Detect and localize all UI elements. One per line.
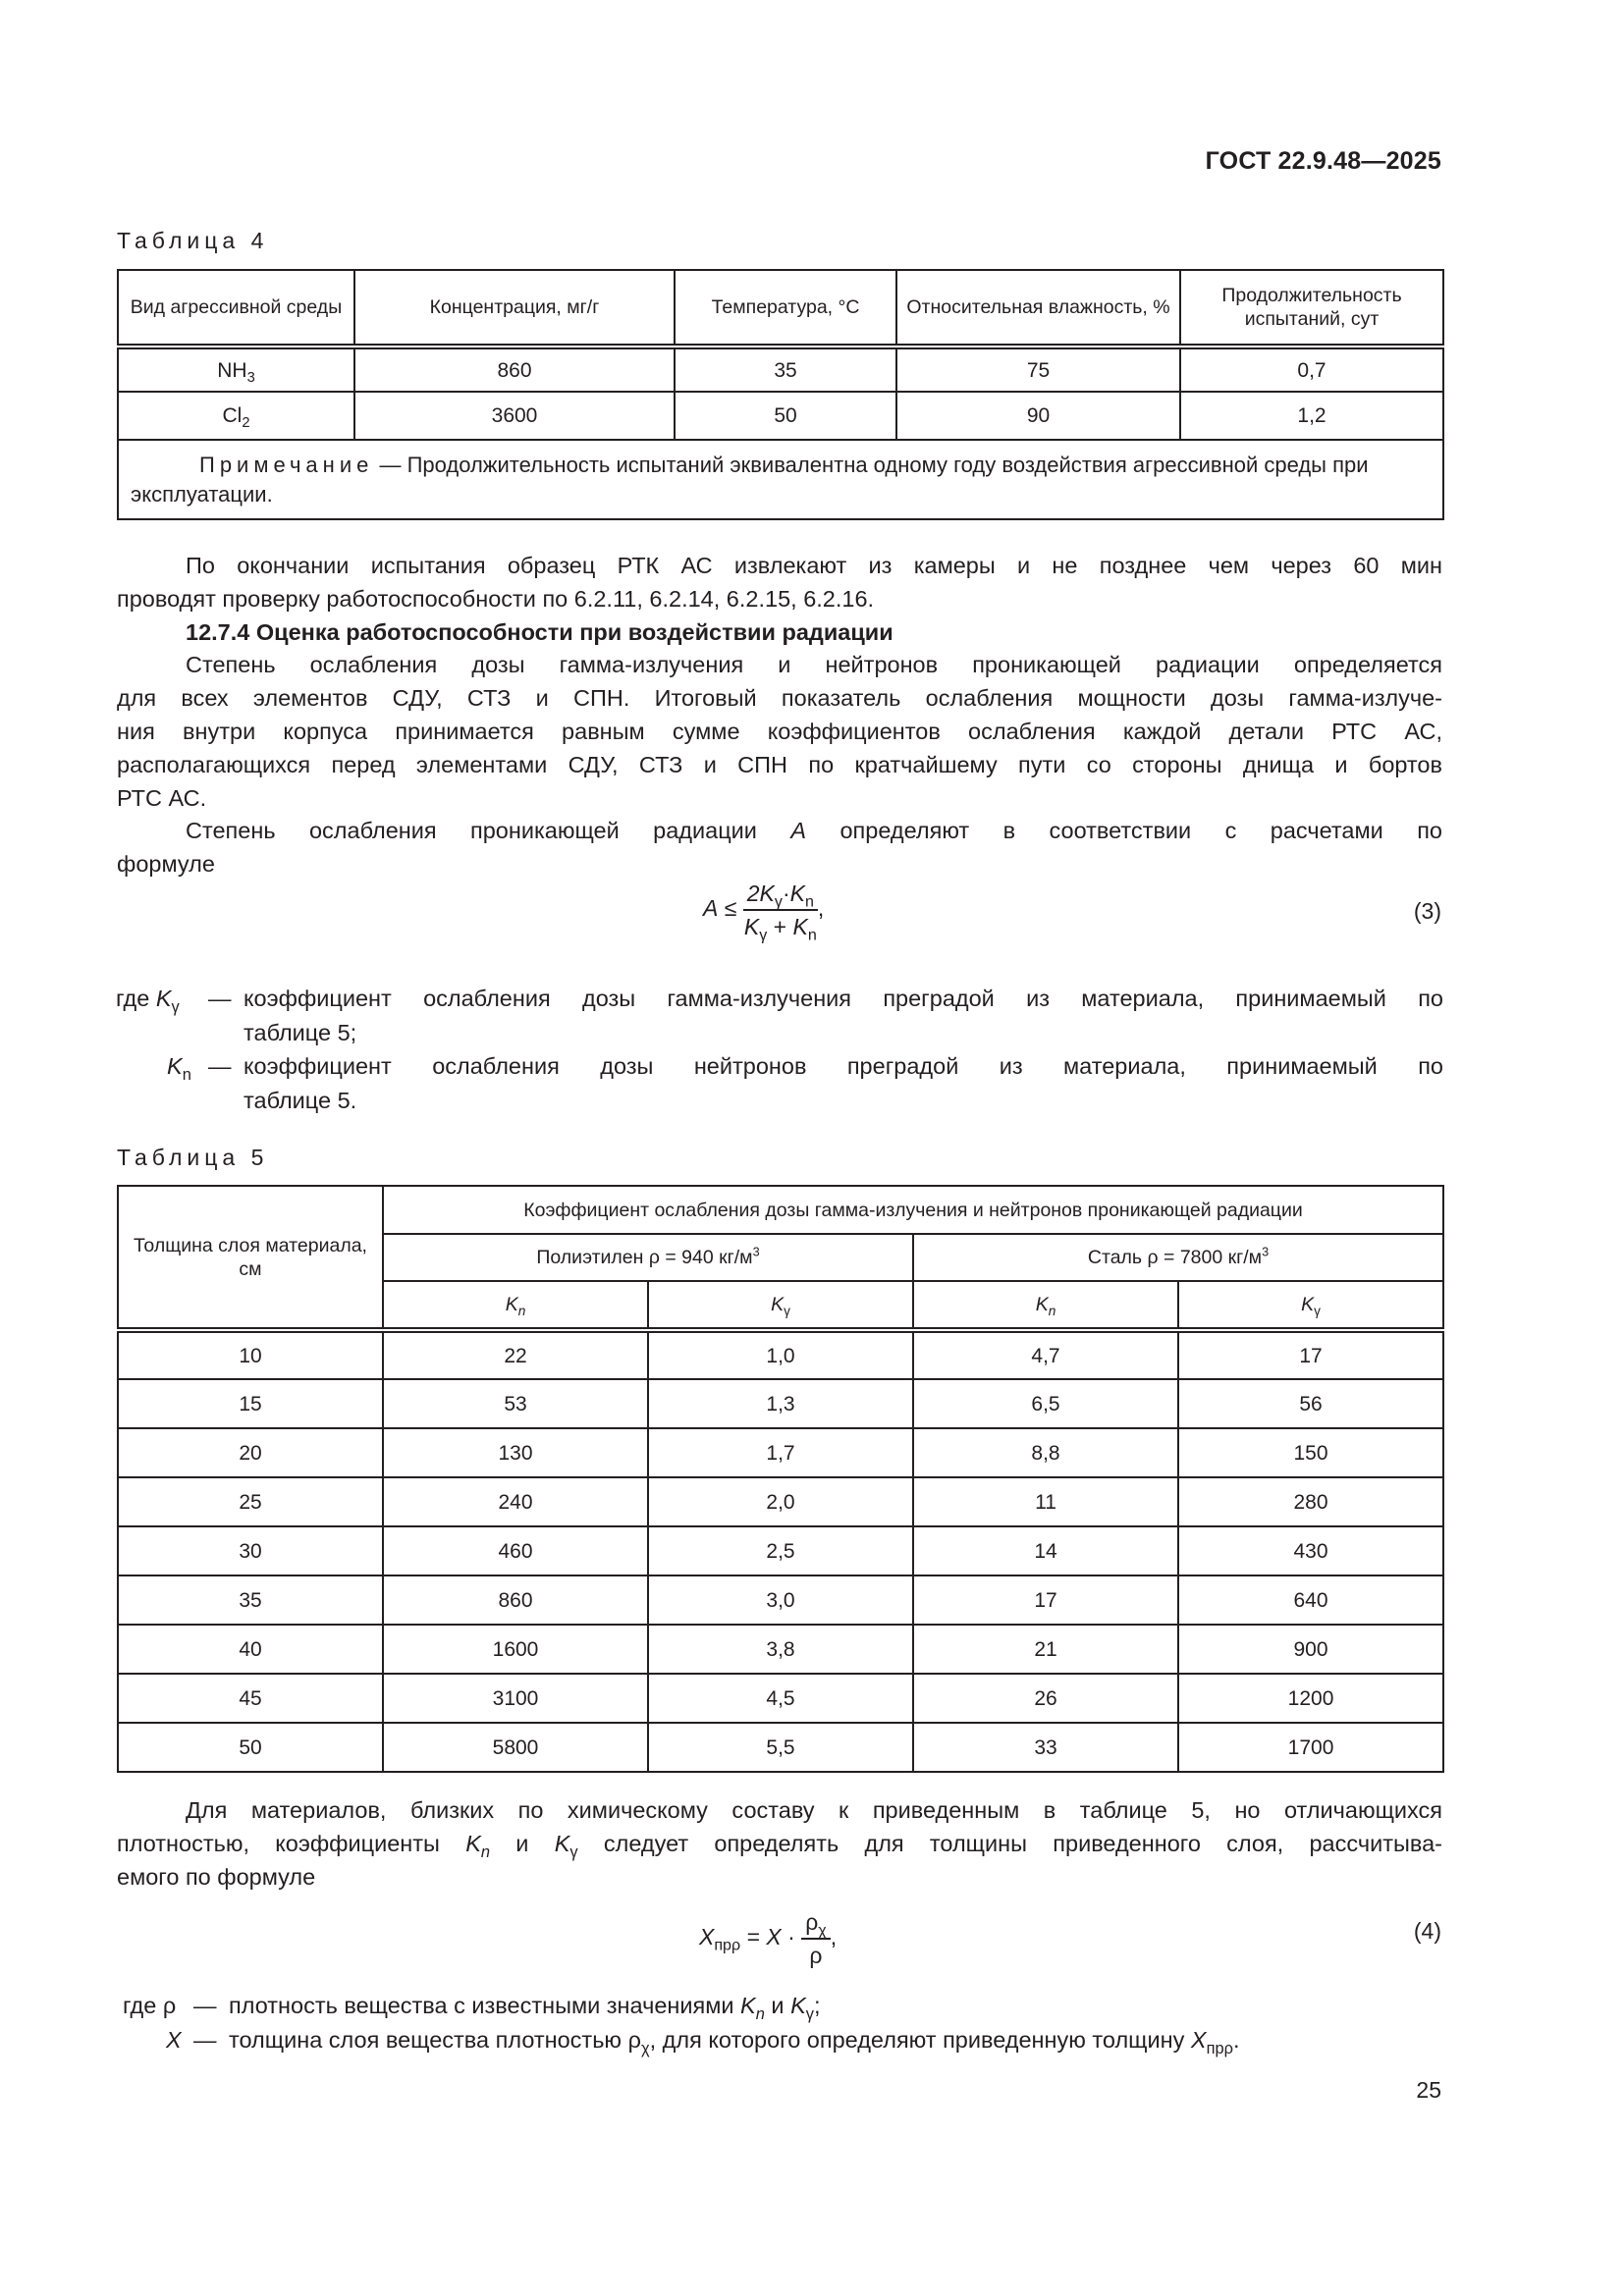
material-name: Полиэтилен ρ = 940 кг/м: [536, 1247, 753, 1268]
text: плотность вещества с известными значениями: [229, 1993, 741, 2018]
symbol: K: [740, 1993, 756, 2018]
text-line: ния внутри корпуса принимается равным сумме коэффициентов ослабления каждой детали РТС АС,: [117, 718, 1442, 744]
plus: +: [773, 914, 787, 939]
subscript: n: [480, 1842, 491, 1861]
cell-pe-kn: 130: [383, 1428, 648, 1477]
cell-steel-kn: 26: [913, 1674, 1178, 1723]
text-line: Для материалов, близких по химическому составу к приведенным в таблице 5, но отличающихся: [186, 1797, 1442, 1823]
text-line: По окончании испытания образец РТК АС извлекают из камеры и не позднее чем через 60 мин: [186, 553, 1442, 578]
cell-steel-kgamma: 280: [1178, 1477, 1443, 1526]
subscript: γ: [569, 1842, 578, 1861]
formula-3: [703, 880, 825, 944]
table-row: [118, 1477, 1443, 1526]
cell-steel-kgamma: 900: [1178, 1625, 1443, 1674]
column-header-pe-kgamma: [648, 1281, 913, 1330]
denominator: ρ: [809, 1943, 823, 1968]
equals-sign: =: [746, 1924, 760, 1950]
subscript: γ: [759, 926, 768, 944]
definition-term: [116, 982, 180, 1016]
cell-pe-kgamma: 2,5: [648, 1526, 913, 1575]
cell-steel-kn: 21: [913, 1625, 1178, 1674]
formula-4: [699, 1908, 837, 1969]
symbol: ρ: [162, 1993, 177, 2018]
subscript: n: [517, 1303, 526, 1318]
cell-steel-kgamma: 1700: [1178, 1723, 1443, 1772]
column-header-duration: Продолжительность испытаний, сут: [1180, 270, 1443, 347]
column-header-steel-kgamma: [1178, 1281, 1443, 1330]
superscript: 3: [752, 1245, 760, 1259]
cell-pe-kgamma: 1,7: [648, 1428, 913, 1477]
definition-text: [229, 2023, 1240, 2057]
table-row: [118, 1723, 1443, 1772]
table-row: [118, 1379, 1443, 1428]
table-row: [118, 1674, 1443, 1723]
section-heading: 12.7.4 Оценка работоспособности при воздействии радиации: [186, 618, 893, 645]
cell-pe-kgamma: 1,3: [648, 1379, 913, 1428]
subscript: прρ: [1206, 2039, 1233, 2057]
subscript: n: [807, 926, 817, 944]
symbol: K: [155, 986, 172, 1011]
definitions-formula-4: [123, 1989, 1443, 2056]
subscript: γ: [784, 1303, 790, 1318]
table-row: [118, 392, 1443, 440]
prefix: где: [116, 986, 156, 1011]
definitions-formula-3: [116, 982, 1443, 1117]
cell-thickness: 30: [118, 1526, 383, 1575]
subscript: χ: [640, 2039, 650, 2057]
symbol: K: [771, 1294, 785, 1315]
denominator: [743, 911, 818, 944]
table-5-header-row: [118, 1186, 1443, 1234]
text-line: [117, 815, 1442, 848]
subscript: γ: [805, 2004, 814, 2023]
definition-text: [229, 1989, 821, 2023]
subscript: n: [804, 892, 814, 911]
formula-lhs: X: [699, 1924, 715, 1950]
cell-duration: 1,2: [1180, 392, 1443, 440]
cell-steel-kgamma: 56: [1178, 1379, 1443, 1428]
text: .: [1232, 2026, 1240, 2053]
term: K: [792, 914, 808, 939]
cell-steel-kgamma: 640: [1178, 1575, 1443, 1625]
dot: ·: [787, 1924, 795, 1950]
definition-item: [123, 1989, 1443, 2023]
cell-steel-kgamma: 1200: [1178, 1674, 1443, 1723]
text-line: формуле: [117, 851, 215, 878]
definition-term: [123, 1989, 176, 2023]
text-line: проводят проверку работоспособности по 6.2.11, 6.2.14, 6.2.15, 6.2.16.: [117, 585, 875, 612]
table-4: [117, 269, 1444, 520]
cell-steel-kn: 6,5: [913, 1379, 1178, 1428]
subscript: γ: [1314, 1303, 1321, 1318]
dash: —: [208, 986, 232, 1011]
table-5-caption: Таблица 5: [117, 1145, 269, 1170]
text: следует определять для толщины приведенного слоя, рассчитыва-: [577, 1830, 1442, 1856]
column-header-humidity: Относительная влажность, %: [896, 270, 1180, 347]
subscript: n: [755, 2004, 765, 2023]
column-header-temperature: Температура, °С: [675, 270, 896, 347]
subscript: χ: [818, 1921, 827, 1940]
table-row: [118, 347, 1443, 392]
symbol: K: [554, 1830, 570, 1856]
table-row: [118, 1330, 1443, 1379]
variable-x: X: [766, 1924, 782, 1950]
cell-pe-kn: 53: [383, 1379, 648, 1428]
table-4-note-row: [118, 440, 1443, 519]
cell-pe-kn: 460: [383, 1526, 648, 1575]
table-4-header-row: [118, 270, 1443, 347]
subscript: n: [1048, 1303, 1056, 1318]
cell-pe-kgamma: 5,5: [648, 1723, 913, 1772]
cell-medium: [118, 392, 354, 440]
cell-medium: [118, 347, 354, 392]
cell-temperature: 50: [675, 392, 896, 440]
cell-thickness: 35: [118, 1575, 383, 1625]
subscript: прρ: [714, 1936, 741, 1954]
document-id: ГОСТ 22.9.48—2025: [1205, 147, 1441, 175]
definition-item: [116, 1049, 1443, 1117]
column-header-medium: Вид агрессивной среды: [118, 270, 354, 347]
cell-concentration: 860: [354, 347, 675, 392]
cell-pe-kgamma: 1,0: [648, 1330, 913, 1379]
cell-steel-kgamma: 17: [1178, 1330, 1443, 1379]
subscript: γ: [774, 892, 783, 911]
cell-concentration: 3600: [354, 392, 675, 440]
text: , для которого определяют приведенную толщину: [649, 2026, 1191, 2053]
definition-text: таблице 5.: [244, 1087, 357, 1113]
table-row: [118, 1526, 1443, 1575]
text-line: емого по формуле: [117, 1863, 316, 1890]
subscript: 3: [246, 369, 255, 386]
cell-thickness: 40: [118, 1625, 383, 1674]
symbol: K: [465, 1830, 481, 1856]
cell-humidity: 90: [896, 392, 1180, 440]
text: и: [764, 1993, 791, 2018]
cell-duration: 0,7: [1180, 347, 1443, 392]
less-equal-sign: ≤: [724, 895, 737, 922]
text-line: для всех элементов СДУ, СТЗ и СПН. Итоговый показатель ослабления мощности дозы гамма-излуче-: [117, 685, 1442, 712]
symbol: K: [790, 1993, 806, 2018]
cell-steel-kn: 33: [913, 1723, 1178, 1772]
definition-text: таблице 5;: [244, 1019, 357, 1045]
cell-steel-kn: 11: [913, 1477, 1178, 1526]
term: K: [789, 881, 805, 906]
symbol: K: [505, 1294, 518, 1315]
comma: ,: [817, 895, 825, 922]
text-line: РТС АС.: [117, 784, 207, 811]
cell-pe-kn: 240: [383, 1477, 648, 1526]
subscript: n: [182, 1065, 191, 1084]
table-4-note: [118, 440, 1443, 519]
cell-steel-kn: 14: [913, 1526, 1178, 1575]
text: и: [490, 1830, 555, 1856]
dash: —: [193, 2026, 217, 2053]
symbol: K: [167, 1053, 183, 1079]
text-line: располагающихся перед элементами СДУ, СТЗ и СПН по кратчайшему пути со стороны днища и бортов: [117, 751, 1442, 777]
symbol: K: [1301, 1294, 1315, 1315]
cell-steel-kn: 8,8: [913, 1428, 1178, 1477]
column-header-steel-kn: [913, 1281, 1178, 1330]
dash: —: [193, 1993, 217, 2018]
cell-humidity: 75: [896, 347, 1180, 392]
cell-thickness: 25: [118, 1477, 383, 1526]
cell-pe-kgamma: 3,0: [648, 1575, 913, 1625]
cell-steel-kgamma: 150: [1178, 1428, 1443, 1477]
column-header-steel: [913, 1234, 1443, 1281]
cell-pe-kn: 3100: [383, 1674, 648, 1723]
prefix: где: [123, 1993, 163, 2018]
term: ρ: [805, 1909, 819, 1935]
cell-pe-kgamma: 4,5: [648, 1674, 913, 1723]
comma: ,: [830, 1924, 838, 1950]
cell-steel-kgamma: 430: [1178, 1526, 1443, 1575]
cell-pe-kgamma: 3,8: [648, 1625, 913, 1674]
cell-thickness: 10: [118, 1330, 383, 1379]
column-header-group: Коэффициент ослабления дозы гамма-излучения и нейтронов проникающей радиации: [383, 1186, 1443, 1234]
text: ;: [813, 1993, 821, 2018]
table-5: [117, 1185, 1444, 1773]
definition-term: [167, 1049, 191, 1084]
column-header-pe-kn: [383, 1281, 648, 1330]
table-4-caption: Таблица 4: [117, 228, 269, 253]
term: 2K: [746, 881, 775, 906]
table-row: [118, 1575, 1443, 1625]
cell-pe-kn: 5800: [383, 1723, 648, 1772]
dot: ·: [782, 881, 790, 906]
cell-temperature: 35: [675, 347, 896, 392]
cell-steel-kn: 17: [913, 1575, 1178, 1625]
cell-thickness: 45: [118, 1674, 383, 1723]
text: Степень ослабления проникающей радиации: [186, 818, 791, 844]
text-line: Степень ослабления дозы гамма-излучения и нейтронов проникающей радиации определяется: [186, 652, 1442, 678]
definition-text: коэффициент ослабления дозы гамма-излучения преградой из материала, принимаемый по: [244, 986, 1443, 1011]
text: плотностью, коэффициенты: [117, 1830, 466, 1856]
definition-text: коэффициент ослабления дозы нейтронов преградой из материала, принимаемый по: [244, 1053, 1443, 1079]
note-text: — Продолжительность испытаний эквивалентна одному году воздействия агрессивной среды при эксплуатации.: [131, 452, 1369, 507]
definition-term: [166, 2023, 182, 2057]
term: K: [743, 914, 760, 939]
text: определяют в соответствии с расчетами по: [806, 818, 1443, 844]
column-header-thickness: Толщина слоя материала, см: [118, 1186, 383, 1330]
symbol: X: [1190, 2026, 1207, 2053]
text: толщина слоя вещества плотностью ρ: [229, 2026, 641, 2053]
superscript: 3: [1262, 1245, 1270, 1259]
formula-text: Cl: [222, 404, 243, 427]
paragraph-after-test: [117, 550, 1442, 881]
equation-number-4: (4): [1413, 1918, 1441, 1944]
numerator: [801, 1908, 831, 1940]
material-name: Сталь ρ = 7800 кг/м: [1087, 1247, 1263, 1268]
text-line: [117, 1828, 1442, 1861]
column-header-concentration: Концентрация, мг/г: [354, 270, 675, 347]
symbol: X: [166, 2026, 182, 2053]
cell-pe-kn: 860: [383, 1575, 648, 1625]
cell-pe-kn: 22: [383, 1330, 648, 1379]
equation-number-3: (3): [1413, 898, 1441, 924]
note-label: Примечание: [199, 452, 374, 477]
page-number: 25: [1416, 2077, 1441, 2103]
numerator: [743, 880, 818, 911]
formula-text: NH: [217, 358, 247, 382]
symbol: K: [1035, 1294, 1049, 1315]
column-header-polyethylene: [383, 1234, 913, 1281]
cell-thickness: 15: [118, 1379, 383, 1428]
formula-lhs: A: [703, 895, 719, 922]
subscript: 2: [242, 415, 250, 432]
paragraph-similar-materials: [117, 1794, 1442, 1894]
cell-pe-kgamma: 2,0: [648, 1477, 913, 1526]
fraction: [801, 1908, 831, 1969]
cell-pe-kn: 1600: [383, 1625, 648, 1674]
table-row: [118, 1428, 1443, 1477]
definition-item: [116, 982, 1443, 1049]
fraction: [743, 880, 818, 944]
variable-a: A: [790, 818, 807, 844]
subscript: γ: [171, 997, 180, 1016]
cell-thickness: 50: [118, 1723, 383, 1772]
cell-steel-kn: 4,7: [913, 1330, 1178, 1379]
cell-thickness: 20: [118, 1428, 383, 1477]
table-row: [118, 1625, 1443, 1674]
definition-item: [123, 2023, 1443, 2057]
dash: —: [208, 1053, 232, 1079]
